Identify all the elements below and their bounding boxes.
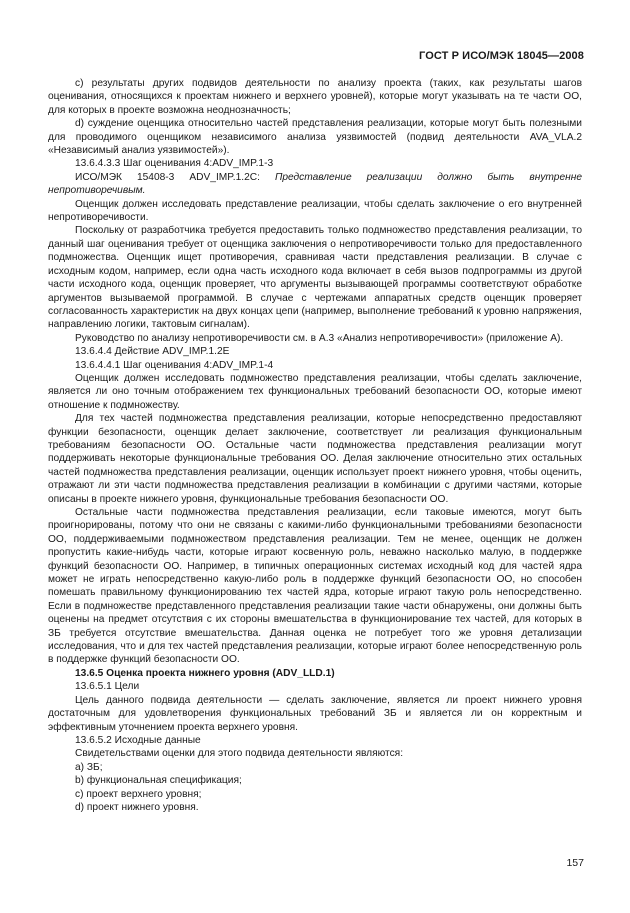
subsection-heading: 13.6.4.4 Действие ADV_IMP.1.2E bbox=[75, 346, 230, 358]
subsection-heading: 13.6.4.3.3 Шаг оценивания 4:ADV_IMP.1-3 bbox=[75, 158, 274, 170]
list-item: с) проект верхнего уровня; bbox=[75, 788, 202, 800]
document-header: ГОСТ Р ИСО/МЭК 18045—2008 bbox=[419, 50, 584, 62]
body-paragraph: Свидетельствами оценки для этого подвида деятельности являются: bbox=[75, 748, 404, 760]
requirement-text: Представление реализации должно быть внутренне непротиворечивым. bbox=[48, 171, 583, 197]
body-paragraph: Оценщик должен исследовать представление реализации, чтобы сделать заключение о его внутренней непротиворечивости. bbox=[48, 198, 582, 224]
subsection-heading: 13.6.5.2 Исходные данные bbox=[75, 734, 201, 746]
body-paragraph: Для тех частей подмножества представления реализации, которые непосредственно предоставляют функции безопасности, оценщик делает заключение, соответствует ли реализация функциональным требованиям безопасности ОО. Остальные части подмножества представления реализации могут поддерживать некоторые функциональные требования ОО. Делая заключение относительно этих остальных частей подмножества представления реализации, оценщик использует проект нижнего уровня, чтобы оценить, отражают ли эти части подмножества представления реализации в комбинации с другими частями, которые описаны в проекте нижнего уровня, функциональные требования безопасности ОО. bbox=[48, 413, 582, 505]
body-paragraph: Руководство по анализу непротиворечивости см. в А.3 «Анализ непротиворечивости» (приложение А). bbox=[75, 332, 564, 344]
list-item: b) функциональная спецификация; bbox=[75, 775, 242, 787]
page-number: 157 bbox=[566, 857, 584, 869]
subsection-heading: 13.6.4.4.1 Шаг оценивания 4:ADV_IMP.1-4 bbox=[75, 359, 274, 371]
body-paragraph: Цель данного подвида деятельности — сделать заключение, является ли проект нижнего уровня достаточным для удовлетворения функциональных требований ЗБ и является ли он корректным и эффективным уточнением проекта верхнего уровня. bbox=[48, 694, 582, 733]
body-paragraph: Поскольку от разработчика требуется предоставить только подмножество представления реализации, то данный шаг оценивания требует от оценщика заключения о непротиворечивости только для предоставленного подмножества. Оценщик ищет противоречия, сравнивая части представления реализации. В случае с исходным кодом, например, если одна часть исходного кода включает в себя вызов подпрограммы из другой части исходного кода, оценщик проверяет, что аргументы вызывающей программы соответствуют обработке аргументов вызываемой программой. В случае с чертежами аппаратных средств оценщик проверяет согласованность характеристик на двух концах цепи (например, выполнение требований к уровню напряжения, направлению логики, тактовым сигналам). bbox=[48, 225, 582, 331]
list-item-d: d) суждение оценщика относительно частей представления реализации, которые могут быть полезными для проводимого оценщиком независимого анализа уязвимостей (подвид деятельности AVA_VLA.2 «Независимый анализ уязвимостей»). bbox=[48, 118, 582, 157]
requirement-ref: ИСО/МЭК 15408-3 ADV_IMP.1.2C: bbox=[75, 171, 275, 183]
body-paragraph: Оценщик должен исследовать подмножество представления реализации, чтобы сделать заключение, является ли оно точным отображением тех функциональных требований безопасности ОО, которые имеют отношение к подмножеству. bbox=[48, 372, 582, 411]
requirement-paragraph bbox=[48, 171, 582, 198]
list-item: а) ЗБ; bbox=[75, 761, 103, 773]
document-body bbox=[48, 77, 582, 814]
list-item-c: с) результаты других подвидов деятельности по анализу проекта (таких, как результаты шагов оценивания, относящихся к проектам нижнего и верхнего уровней), которые могут указывать на те части ОО, для которых в проекте возможна неоднозначность; bbox=[48, 78, 582, 116]
body-paragraph: Остальные части подмножества представления реализации, если таковые имеются, могут быть проигнорированы, потому что они не связаны с какими-либо функциональными требованиями безопасности ОО, поддерживаемыми подмножеством представления реализации. Тем не менее, оценщик не должен пропустить какие-нибудь части, которые играют косвенную роль, неважно насколько малую, в поддержке функций безопасности ОО. Например, в типичных операционных системах исходный код для частей ядра может не играть непосредственно какую-либо роль в поддержке функций безопасности ОО, но способен помешать правильному функционированию тех частей ядра, которые играют такую роль непосредственно. Если в подмножестве представленного представления реализации такие части обнаружены, они должны быть оценены на предмет отсутствия с их стороны вмешательства в функционирование тех частей, для которых в ЗБ требуется отсутствие вмешательства. Данная оценка не потребует того же уровня детализации исследования, что и для тех частей представления реализации, которые играют более непосредственную роль в поддержке функций безопасности ОО. bbox=[48, 507, 582, 666]
list-item: d) проект нижнего уровня. bbox=[75, 801, 199, 813]
subsection-heading: 13.6.5.1 Цели bbox=[75, 681, 140, 693]
section-heading: 13.6.5 Оценка проекта нижнего уровня (ADV_LLD.1) bbox=[75, 667, 335, 679]
